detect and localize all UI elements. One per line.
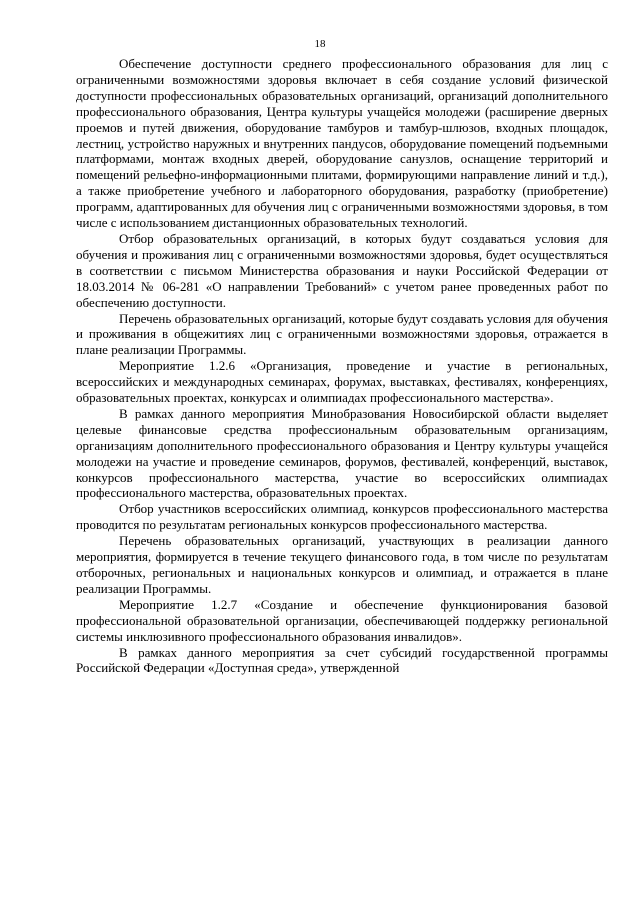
paragraph-organization-selection: Отбор образовательных организаций, в которых будут создаваться условия для обучения и проживания лиц с ограниченными возможностями здоровья, будет осуществляться в соответствии с письмом Министерства образования и науки Российской Федерации от 18.03.2014 № 06-281 «О направлении Требований» с учетом ранее проведенных работ по обеспечению доступности. xyxy=(76,230,608,310)
paragraph-measure-1-2-6-funding: В рамках данного мероприятия Минобразования Новосибирской области выделяет целевые финансовые средства профессиональным образовательным организациям, организациям дополнительного профессионального образования и Центру культуры учащейся молодежи на участие и проведение семинаров, форумов, фестивалей, конференций, выставок, конкурсов профессионального мастерства, участие во всероссийских олимпиадах профессионального мастерства, образовательных проектах. xyxy=(76,405,608,501)
document-body xyxy=(76,56,608,676)
paragraph-organization-list: Перечень образовательных организаций, которые будут создавать условия для обучения и проживания в общежитиях лиц с ограниченными возможностями здоровья, отражается в плане реализации Программы. xyxy=(76,310,608,358)
paragraph-measure-1-2-7: Мероприятие 1.2.7 «Создание и обеспечение функционирования базовой профессиональной образовательной организации, обеспечивающей поддержку региональной системы инклюзивного профессионального образования инвалидов». xyxy=(76,596,608,644)
paragraph-measure-1-2-6: Мероприятие 1.2.6 «Организация, проведение и участие в региональных, всероссийских и международных семинарах, форумах, выставках, фестивалях, конференциях, образовательных проектах, конкурсах и олимпиадах профессионального мастерства». xyxy=(76,358,608,406)
paragraph-measure-1-2-7-subsidies: В рамках данного мероприятия за счет субсидий государственной программы Российской Федерации «Доступная среда», утвержденной xyxy=(76,644,608,676)
paragraph-olympiad-selection: Отбор участников всероссийских олимпиад, конкурсов профессионального мастерства проводится по результатам региональных конкурсов профессионального мастерства. xyxy=(76,501,608,533)
paragraph-accessibility-measures: Обеспечение доступности среднего профессионального образования для лиц с ограниченными возможностями здоровья включает в себя создание условий физической доступности профессиональных образовательных организаций, организаций дополнительного профессионального образования, Центра культуры учащейся молодежи (расширение дверных проемов и путей движения, оборудование тамбуров и тамбур-шлюзов, входных площадок, лестниц, устройство наружных и внутренних пандусов, оборудование помещений подъемными платформами, монтаж входных дверей, оборудование санузлов, оснащение территорий и помещений рельефно-информационными плитами, формирующими направление линий и т.д.), а также приобретение учебного и лабораторного оборудования, разработку (приобретение) программ, адаптированных для обучения лиц с ограниченными возможностями здоровья, в том числе с использованием дистанционных образовательных технологий. xyxy=(76,56,608,231)
paragraph-participants-list: Перечень образовательных организаций, участвующих в реализации данного мероприятия, формируется в течение текущего финансового года, в том числе по результатам отборочных, региональных и национальных конкурсов и олимпиад, и отражается в плане реализации Программы. xyxy=(76,533,608,596)
page-number: 18 xyxy=(314,38,326,50)
